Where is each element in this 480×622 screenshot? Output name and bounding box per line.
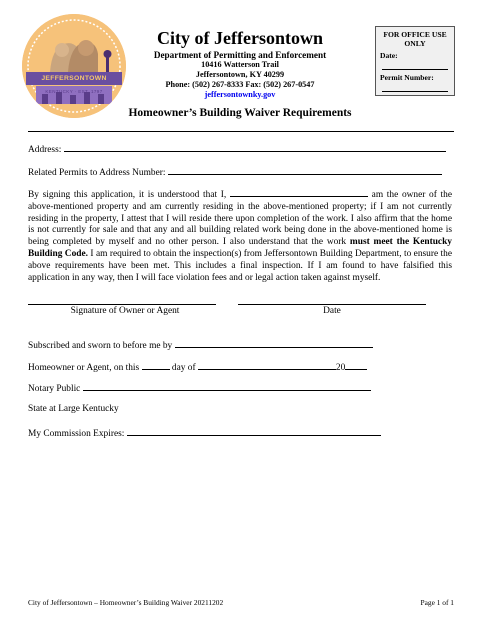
street-address: 10416 Watterson Trail	[201, 60, 279, 69]
footer-page-number: Page 1 of 1	[420, 598, 454, 607]
letterhead	[130, 28, 350, 100]
day-field[interactable]	[142, 361, 170, 370]
office-date-label: Date:	[380, 51, 398, 60]
office-use-title: FOR OFFICE USE ONLY	[383, 30, 447, 48]
homeowner-label: Homeowner or Agent, on this	[28, 363, 140, 373]
year-prefix: 20	[335, 363, 346, 373]
state-row: State at Large Kentucky	[28, 404, 119, 414]
office-use-box	[375, 26, 455, 96]
address-row	[28, 143, 446, 155]
subscribed-field[interactable]	[175, 339, 373, 348]
related-permits-field[interactable]	[168, 166, 442, 175]
city-name: City of Jeffersontown	[157, 28, 323, 48]
owner-signature-field[interactable]	[28, 304, 216, 305]
address-field[interactable]	[64, 143, 446, 152]
para-bold: must meet the Kentucky Building Code.	[28, 237, 452, 259]
owner-name-field[interactable]	[230, 188, 368, 197]
office-permit-label: Permit Number:	[380, 73, 434, 82]
date-signature-label: Date	[323, 306, 341, 316]
subscribed-row	[28, 339, 373, 351]
commission-label: My Commission Expires:	[28, 429, 125, 439]
day-of-label: day of	[171, 363, 196, 373]
homeowner-row	[28, 361, 367, 373]
owner-signature-label: Signature of Owner or Agent	[70, 306, 180, 316]
footer-document-id: City of Jeffersontown – Homeowner’s Building Waiver 20211202	[28, 598, 224, 607]
commission-row	[28, 427, 381, 439]
affirmation-paragraph	[28, 188, 452, 284]
phone-fax: Phone: (502) 267-8333 Fax: (502) 267-0547	[165, 80, 315, 89]
month-field[interactable]	[198, 361, 336, 370]
related-permits-label: Related Permits to Address Number:	[28, 168, 166, 178]
para-part-b: am the owner of the above-mentioned property and am currently residing in the above-mentioned property; if I am not currently residing in the property, I attest that I will reside there upon completion of the work. I also affirm that the home is not currently for sale and that any and all building related work being done in the above-mentioned home is being completed by myself and no other person. I also understand that the work	[28, 190, 453, 248]
city-state-zip: Jeffersontown, KY 40299	[195, 70, 285, 79]
notary-row	[28, 382, 371, 394]
para-part-a: By signing this application, it is understood that I,	[28, 190, 227, 200]
notary-label: Notary Public	[28, 384, 81, 394]
office-permit-field[interactable]	[382, 82, 448, 92]
date-signature-field[interactable]	[238, 304, 426, 305]
related-permits-row	[28, 166, 442, 178]
title-divider	[28, 131, 454, 132]
para-part-c: I am required to obtain the inspection(s) from Jeffersontown Building Department, to ensure the above requirements have been met. This includes a final inspection. If I am found to have falsified this application in any way, then I will face violation fees and or legal action taken against myself.	[28, 248, 453, 283]
seal-banner-text: JEFFERSONTOWN	[26, 72, 122, 85]
office-date-field[interactable]	[382, 60, 448, 70]
subscribed-label: Subscribed and sworn to before me by	[28, 341, 173, 351]
seal-artwork-icon	[22, 14, 126, 118]
website-link[interactable]: jeffersontownky.gov	[204, 90, 276, 99]
city-seal-logo	[22, 14, 126, 118]
year-field[interactable]	[345, 361, 367, 370]
department-name: Department of Permitting and Enforcement	[153, 50, 327, 60]
seal-subtext: KENTUCKY · EST. 1797	[45, 89, 103, 94]
commission-field[interactable]	[127, 427, 381, 436]
address-label: Address:	[28, 145, 62, 155]
notary-field[interactable]	[83, 382, 371, 391]
document-title: Homeowner’s Building Waiver Requirements	[128, 107, 352, 119]
